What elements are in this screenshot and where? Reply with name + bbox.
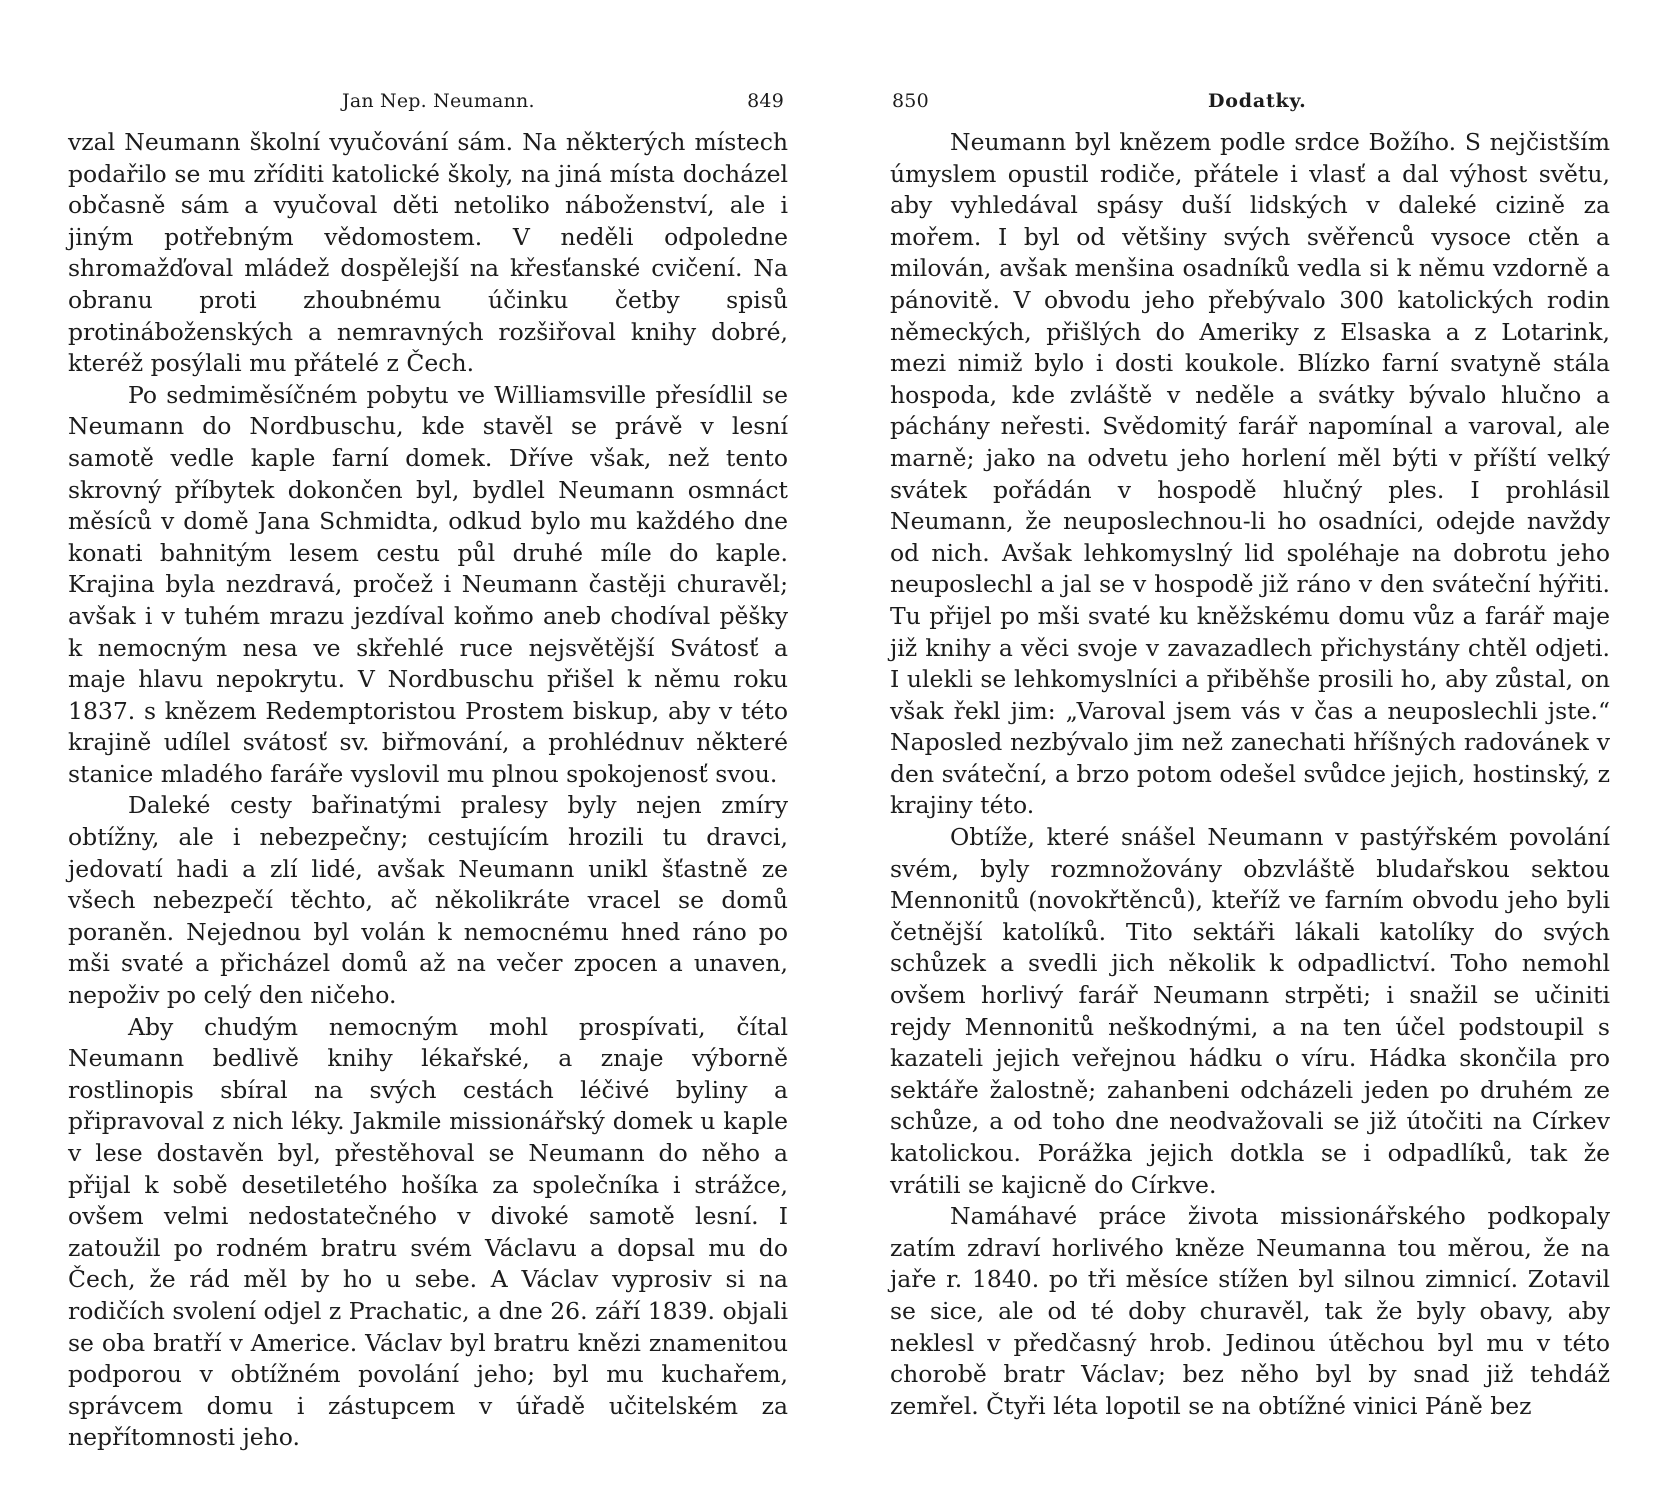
left-running-title: Jan Nep. Neumann. (342, 90, 535, 112)
right-running-title: Dodatky. (1208, 90, 1307, 112)
left-paragraph-3: Daleké cesty bařinatými pralesy byly nejen zmíry obtížny, ale i nebezpečny; cestujícím hrozili tu dravci, jedovatí hadi a zlí lidé, avšak Neumann unikl šťastně ze všech nebezpečí těchto, ač několikráte vracel se domů poraněn. Nejednou byl volán k nemocnému hned ráno po mši svaté a přicházel domů až na večer zpocen a unaven, nepoživ po celý den ničeho. (68, 791, 788, 1010)
right-running-head (890, 90, 1610, 124)
right-paragraph-3: Namáhavé práce života missionářského podkopaly zatím zdraví horlivého kněze Neumanna tou měrou, že na jaře r. 1840. po tři měsíce stížen byl silnou zimnicí. Zotavil se sice, ale od té doby churavěl, tak že byly obavy, aby neklesl v předčasný hrob. Jedinou útěchou byl mu v této chorobě bratr Václav; bez něho byl by snad již tehdáž zemřel. Čtyři léta lopotil se na obtížné vinici Páně bez (890, 1202, 1610, 1420)
left-paragraph-2: Po sedmiměsíčném pobytu ve Williamsville přesídlil se Neumann do Nordbuschu, kde stavěl se právě v lesní samotě vedle kaple farní domek. Dříve však, než tento skrovný příbytek dokončen byl, bydlel Neumann osmnáct měsíců v domě Jana Schmidta, odkud bylo mu každého dne konati bahnitým lesem cestu půl druhé míle do kaple. Krajina byla nezdravá, pročež i Neumann častěji churavěl; avšak i v tuhém mrazu jezdíval koňmo aneb chodíval pěšky k nemocným nesa ve skřehlé ruce nejsvětější Svátosť a maje hlavu nepokrytu. V Nordbuschu přišel k němu roku 1837. s knězem Redemptoristou Prostem biskup, aby v této krajině udílel svátosť sv. biřmování, a prohlédnuv některé stanice mladého faráře vyslovil mu plnou spokojenosť svou. (68, 380, 788, 788)
left-body-text (68, 127, 788, 1454)
left-running-head (68, 90, 788, 124)
left-page-number: 849 (747, 90, 784, 112)
right-page-number: 850 (892, 90, 929, 112)
right-body-text (890, 127, 1610, 1422)
right-page (890, 90, 1610, 1422)
left-paragraph-4: Aby chudým nemocným mohl prospívati, čítal Neumann bedlivě knihy lékařské, a znaje výborně rostlinopis sbíral na svých cestách léčivé byliny a připravoval z nich léky. Jakmile missionářský domek u kaple v lese dostavěn byl, přestěhoval se Neumann do něho a přijal k sobě desetiletého hošíka za společníka i strážce, ovšem velmi nedostatečného v divoké samotě lesní. I zatoužil po rodném bratru svém Václavu a dopsal mu do Čech, že rád měl by ho u sebe. A Václav vyprosiv si na rodičích svolení odjel z Prachatic, a dne 26. září 1839. objali se oba bratří v Americe. Václav byl bratru knězi znamenitou podporou v obtížném povolání jeho; byl mu kuchařem, správcem domu i zástupcem v úřadě učitelském za nepřítomnosti jeho. (68, 1012, 788, 1452)
right-paragraph-2: Obtíže, které snášel Neumann v pastýřském povolání svém, byly rozmnožovány obzvláště bludařskou sektou Mennonitů (novokřtěnců), kteříž ve farním obvodu jeho byli četnější katolíků. Tito sektáři lákali katolíky do svých schůzek a svedli jich několik k odpadlictví. Toho nemohl ovšem horlivý farář Neumann strpěti; i snažil se učiniti rejdy Mennonitů neškodnými, a na ten účel podstoupil s kazateli jejich veřejnou hádku o víru. Hádka skončila pro sektáře žalostně; zahanbeni odcházeli jeden po druhém ze schůze, a od toho dne neodvažovali se již útočiti na Církev katolickou. Porážka jejich dotkla se i odpadlíků, tak že vrátili se kajicně do Církve. (890, 823, 1610, 1199)
left-paragraph-1: vzal Neumann školní vyučování sám. Na některých místech podařilo se mu zříditi katolické školy, na jiná místa docházel občasně sám a vyučoval děti netoliko náboženství, ale i jiným potřebným vědomostem. V neděli odpoledne shromažďoval mládež dospělejší na křesťanské cvičení. Na obranu proti zhoubnému účinku četby spisů protináboženských a nemravných rozšiřoval knihy dobré, kteréž posýlali mu přátelé z Čech. (68, 128, 788, 378)
right-paragraph-1: Neumann byl knězem podle srdce Božího. S nejčistším úmyslem opustil rodiče, přátele i vlasť a dal výhost světu, aby vyhledával spásy duší lidských v daleké cizině za mořem. I byl od většiny svých svěřenců vysoce ctěn a milován, avšak menšina osadníků vedla si k němu vzdorně a pánovitě. V obvodu jeho přebývalo 300 katolických rodin německých, přišlých do Ameriky z Elsaska a z Lotarink, mezi nimiž bylo i dosti koukole. Blízko farní svatyně stála hospoda, kde zvláště v neděle a svátky bývalo hlučno a páchány neřesti. Svědomitý farář napomínal a varoval, ale marně; jako na odvetu jeho horlení měl býti v příští velký svátek pořádán v hospodě hlučný ples. I prohlásil Neumann, že neuposlechnou-li ho osadníci, odejde navždy od nich. Avšak lehkomyslný lid spoléhaje na dobrotu jeho neuposlechl a jal se v hospodě již ráno v den sváteční hýřiti. Tu přijel po mši svaté ku kněžskému domu vůz a farář maje již knihy a věci svoje v zavazadlech přichystány chtěl odjeti. I ulekli se lehkomyslníci a přiběhše prosili ho, aby zůstal, on však řekl jim: „Varoval jsem vás v čas a neuposlechli jste.“ Naposled nezbývalo jim než zanechati hříšných radovánek v den sváteční, a brzo potom odešel svůdce jejich, hostinský, z krajiny této. (890, 128, 1610, 820)
left-page (68, 90, 788, 1454)
